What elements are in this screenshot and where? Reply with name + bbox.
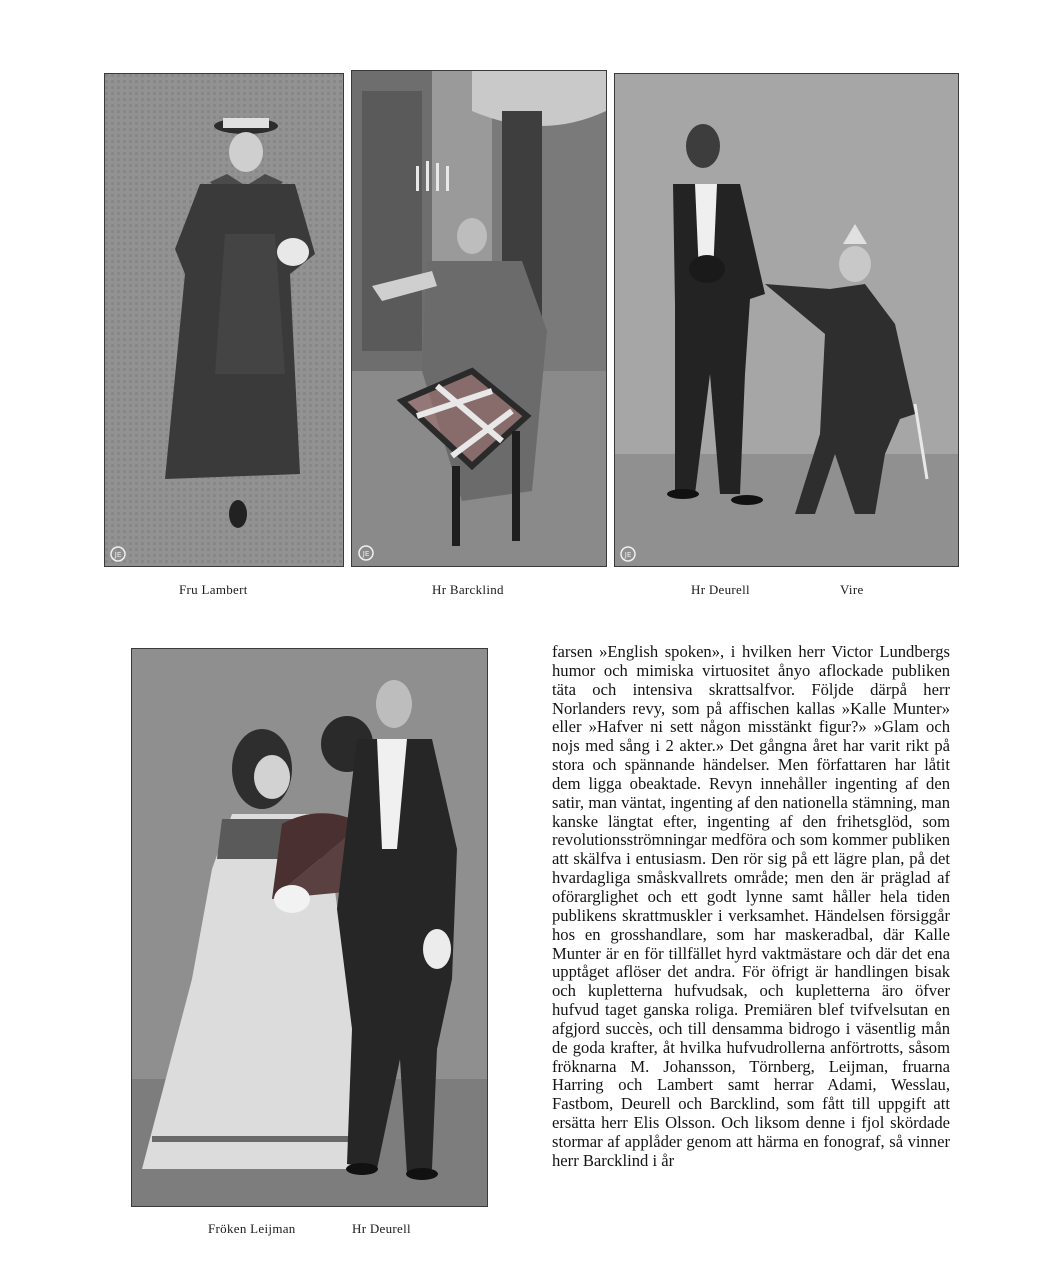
photo-froken-leijman-hr-deurell bbox=[131, 648, 488, 1207]
photo-froken-leijman-hr-deurell-image bbox=[132, 649, 487, 1206]
caption-froken-leijman: Fröken Leijman bbox=[208, 1221, 296, 1236]
photo-hr-deurell-vire bbox=[614, 73, 959, 567]
photo-fru-lambert bbox=[104, 73, 344, 567]
caption-vire: Vire bbox=[840, 582, 864, 597]
photographer-mark: JE bbox=[624, 551, 632, 559]
photographer-mark: JE bbox=[114, 551, 122, 559]
photo-fru-lambert-image bbox=[105, 74, 343, 566]
article-body: farsen »English spoken», i hvilken herr Victor Lundbergs humor och mimiska virtuositet ånyo aflockade publiken täta och intensiva skrattsalfvor. Följde därpå herr Norlanders revy, som på affischen kallas »Kalle Munter» eller »Hafver ni sett någon misstänkt figur?» »Glam och nojs med sång i 2 akter.» Det gångna året har varit rikt på stora och spännande händelser. Men författaren har låtit dem ligga obeaktade. Revyn innehåller ingenting af den satir, man väntat, ingenting af den nationella stämning, man kanske längtat efter, ingenting af den frihetsglöd, som revolutionsströmningar medföra och som kommer publiken att skälfva i entusiasm. Den rör sig på ett lägre plan, på det hvardagliga småskvallrets område; men den är präglad af oförarglighet och ett godt lynne samt håller hela tiden publikens skrattmuskler i verksamhet. Händelsen försiggår hos en grosshandlare, som har maskeradbal, där Kalle Munter är en för tillfället hyrd vaktmästare och där det ena upptåget aflöser det andra. För öfrigt är handlingen bisak och kupletterna hufvudsak, och kupletterna äro öfver hufvud taget ganska roliga. Premiären blef tvifvelsutan en afgjord succès, och till densamma bidrogo i väsentlig mån de goda krafter, åt hvilka hufvudrollerna anförtrotts, såsom fröknarna M. Johansson, Törnberg, Leijman, fruarna Harring och Lambert samt herrar Adami, Wesslau, Fastbom, Deurell och Barcklind, som fått till uppgift att ersätta herr Elis Olsson. Och liksom denne i fjol skördade stormar af applåder genom att härma en fonograf, så vinner herr Barcklind i år bbox=[552, 642, 950, 1170]
caption-hr-deurell-bottom: Hr Deurell bbox=[352, 1221, 411, 1236]
caption-hr-deurell: Hr Deurell bbox=[691, 582, 750, 597]
photographer-mark: JE bbox=[362, 550, 370, 558]
caption-fru-lambert: Fru Lambert bbox=[179, 582, 248, 597]
photo-hr-barcklind bbox=[351, 70, 607, 567]
photo-hr-barcklind-image bbox=[352, 71, 606, 566]
photo-hr-deurell-vire-image bbox=[615, 74, 958, 566]
article-column bbox=[552, 643, 950, 1171]
caption-hr-barcklind: Hr Barcklind bbox=[432, 582, 504, 597]
